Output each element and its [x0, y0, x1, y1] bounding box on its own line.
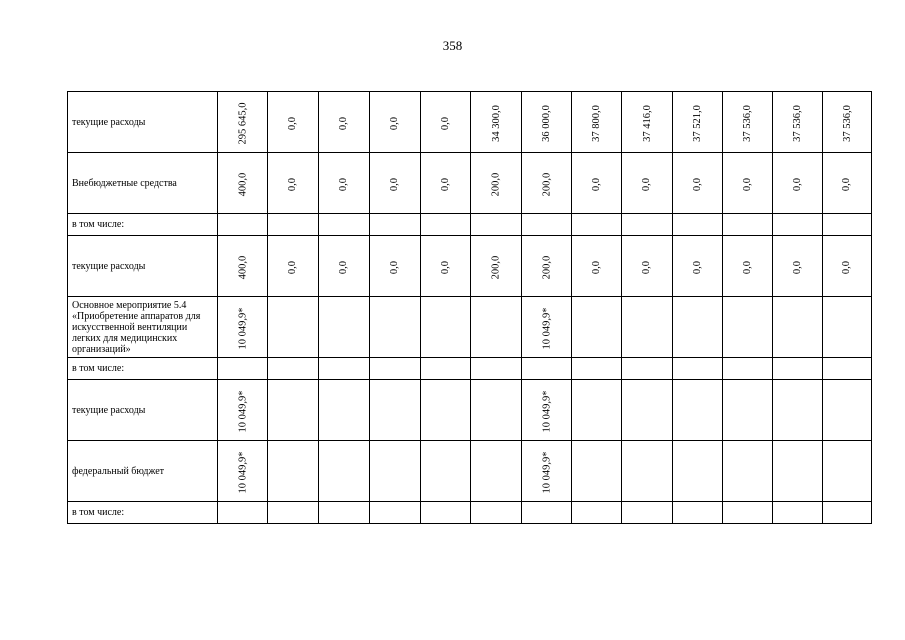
value-cell — [522, 236, 572, 297]
value-cell — [572, 502, 622, 524]
value-cell — [522, 153, 572, 214]
value-cell — [370, 441, 421, 502]
value-cell — [370, 297, 421, 358]
value-cell — [622, 502, 673, 524]
value-cell — [471, 153, 522, 214]
row-label: текущие расходы — [68, 380, 218, 441]
value-cell — [218, 441, 268, 502]
value-cell — [522, 214, 572, 236]
value-cell — [823, 502, 872, 524]
value-cell — [673, 236, 723, 297]
value-cell — [823, 358, 872, 380]
cell-value: 37 416,0 — [641, 105, 653, 142]
value-cell — [421, 153, 471, 214]
value-cell — [319, 380, 370, 441]
value-cell — [268, 441, 319, 502]
cell-value: 400,0 — [237, 172, 248, 197]
value-cell — [723, 297, 773, 358]
value-cell — [218, 502, 268, 524]
value-cell — [218, 214, 268, 236]
value-cell — [723, 441, 773, 502]
value-cell — [572, 380, 622, 441]
row-label: в том числе: — [68, 358, 218, 380]
value-cell — [622, 214, 673, 236]
value-cell — [522, 92, 572, 153]
value-cell — [268, 153, 319, 214]
value-cell — [773, 380, 823, 441]
cell-value: 0,0 — [841, 260, 853, 275]
table-row — [68, 153, 872, 214]
value-cell — [522, 502, 572, 524]
value-cell — [773, 214, 823, 236]
value-cell — [268, 502, 319, 524]
cell-value: 0,0 — [440, 260, 451, 275]
value-cell — [471, 297, 522, 358]
value-cell — [522, 441, 572, 502]
value-cell — [421, 502, 471, 524]
value-cell — [218, 92, 268, 153]
cell-value: 10 049,9* — [541, 390, 552, 433]
value-cell — [723, 380, 773, 441]
cell-value: 200,0 — [490, 172, 502, 197]
cell-value: 0,0 — [287, 177, 299, 192]
value-cell — [268, 358, 319, 380]
value-cell — [319, 502, 370, 524]
cell-value: 0,0 — [338, 177, 350, 192]
value-cell — [370, 358, 421, 380]
page-number: 358 — [442, 38, 463, 53]
value-cell — [522, 297, 572, 358]
value-cell — [421, 92, 471, 153]
table-subheader-row — [68, 358, 872, 380]
cell-value: 0,0 — [591, 260, 602, 275]
cell-value: 10 049,9* — [237, 390, 248, 433]
value-cell — [572, 358, 622, 380]
value-cell — [319, 214, 370, 236]
value-cell — [522, 380, 572, 441]
value-cell — [522, 358, 572, 380]
value-cell — [268, 214, 319, 236]
cell-value: 0,0 — [792, 177, 803, 192]
value-cell — [319, 297, 370, 358]
value-cell — [823, 92, 872, 153]
row-label: в том числе: — [68, 214, 218, 236]
value-cell — [319, 153, 370, 214]
row-label: в том числе: — [68, 502, 218, 524]
value-cell — [319, 441, 370, 502]
cell-value: 400,0 — [237, 255, 248, 280]
cell-value: 200,0 — [541, 255, 552, 280]
table-row — [68, 92, 872, 153]
cell-value: 37 536,0 — [792, 105, 803, 142]
value-cell — [823, 380, 872, 441]
value-cell — [673, 297, 723, 358]
value-cell — [471, 502, 522, 524]
value-cell — [319, 358, 370, 380]
value-cell — [622, 153, 673, 214]
value-cell — [218, 358, 268, 380]
cell-value: 295 645,0 — [237, 102, 248, 145]
cell-value: 10 049,9* — [541, 307, 552, 350]
value-cell — [572, 92, 622, 153]
value-cell — [572, 441, 622, 502]
row-label: текущие расходы — [68, 236, 218, 297]
value-cell — [823, 236, 872, 297]
value-cell — [370, 380, 421, 441]
cell-value: 0,0 — [641, 260, 653, 275]
value-cell — [673, 153, 723, 214]
value-cell — [471, 236, 522, 297]
cell-value: 200,0 — [490, 255, 502, 280]
cell-value: 0,0 — [742, 177, 753, 192]
value-cell — [773, 358, 823, 380]
value-cell — [471, 214, 522, 236]
cell-value: 37 521,0 — [692, 105, 703, 142]
value-cell — [622, 358, 673, 380]
cell-value: 34 300,0 — [490, 105, 502, 142]
table-body — [68, 92, 872, 524]
value-cell — [673, 214, 723, 236]
cell-value: 0,0 — [440, 116, 451, 131]
table-row — [68, 380, 872, 441]
table-row — [68, 441, 872, 502]
cell-value: 10 049,9* — [237, 451, 248, 494]
cell-value: 0,0 — [841, 177, 853, 192]
value-cell — [823, 297, 872, 358]
value-cell — [421, 441, 471, 502]
budget-table — [67, 91, 872, 524]
cell-value: 37 800,0 — [591, 105, 602, 142]
cell-value: 0,0 — [440, 177, 451, 192]
row-label: текущие расходы — [68, 92, 218, 153]
cell-value: 10 049,9* — [541, 451, 552, 494]
value-cell — [471, 441, 522, 502]
cell-value: 0,0 — [389, 260, 401, 275]
table-subheader-row — [68, 214, 872, 236]
value-cell — [823, 441, 872, 502]
value-cell — [622, 380, 673, 441]
value-cell — [773, 236, 823, 297]
value-cell — [370, 236, 421, 297]
value-cell — [723, 502, 773, 524]
cell-value: 200,0 — [541, 172, 552, 197]
cell-value: 0,0 — [591, 177, 602, 192]
cell-value: 36 000,0 — [541, 105, 552, 142]
row-label: Внебюджетные средства — [68, 153, 218, 214]
cell-value: 0,0 — [287, 116, 299, 131]
row-label: Основное мероприятие 5.4 «Приобретение аппаратов для искусственной вентиляции легких для медицинских организаций» — [68, 297, 218, 358]
value-cell — [673, 92, 723, 153]
value-cell — [319, 92, 370, 153]
value-cell — [370, 92, 421, 153]
value-cell — [268, 380, 319, 441]
value-cell — [218, 153, 268, 214]
cell-value: 37 536,0 — [742, 105, 753, 142]
value-cell — [723, 214, 773, 236]
value-cell — [421, 214, 471, 236]
cell-value: 0,0 — [389, 177, 401, 192]
value-cell — [268, 297, 319, 358]
cell-value: 0,0 — [287, 260, 299, 275]
value-cell — [319, 236, 370, 297]
cell-value: 0,0 — [692, 260, 703, 275]
value-cell — [471, 358, 522, 380]
value-cell — [471, 92, 522, 153]
value-cell — [673, 358, 723, 380]
value-cell — [673, 502, 723, 524]
value-cell — [421, 358, 471, 380]
cell-value: 0,0 — [338, 116, 350, 131]
cell-value: 0,0 — [742, 260, 753, 275]
value-cell — [622, 441, 673, 502]
cell-value: 0,0 — [692, 177, 703, 192]
value-cell — [773, 441, 823, 502]
value-cell — [370, 214, 421, 236]
value-cell — [421, 236, 471, 297]
cell-value: 37 536,0 — [841, 105, 853, 142]
table-subheader-row — [68, 502, 872, 524]
cell-value: 0,0 — [792, 260, 803, 275]
cell-value: 0,0 — [338, 260, 350, 275]
value-cell — [370, 153, 421, 214]
value-cell — [723, 153, 773, 214]
value-cell — [421, 297, 471, 358]
value-cell — [572, 153, 622, 214]
value-cell — [268, 236, 319, 297]
value-cell — [218, 236, 268, 297]
value-cell — [370, 502, 421, 524]
value-cell — [572, 236, 622, 297]
table-row — [68, 297, 872, 358]
value-cell — [622, 92, 673, 153]
value-cell — [218, 380, 268, 441]
value-cell — [572, 214, 622, 236]
value-cell — [622, 236, 673, 297]
value-cell — [471, 380, 522, 441]
cell-value: 10 049,9* — [237, 307, 248, 350]
cell-value: 0,0 — [389, 116, 401, 131]
value-cell — [773, 297, 823, 358]
value-cell — [218, 297, 268, 358]
cell-value: 0,0 — [641, 177, 653, 192]
value-cell — [268, 92, 319, 153]
value-cell — [673, 380, 723, 441]
value-cell — [823, 153, 872, 214]
value-cell — [421, 380, 471, 441]
value-cell — [572, 297, 622, 358]
value-cell — [823, 214, 872, 236]
value-cell — [773, 502, 823, 524]
value-cell — [622, 297, 673, 358]
value-cell — [723, 358, 773, 380]
table-row — [68, 236, 872, 297]
value-cell — [723, 92, 773, 153]
value-cell — [773, 92, 823, 153]
value-cell — [723, 236, 773, 297]
value-cell — [673, 441, 723, 502]
row-label: федеральный бюджет — [68, 441, 218, 502]
value-cell — [773, 153, 823, 214]
